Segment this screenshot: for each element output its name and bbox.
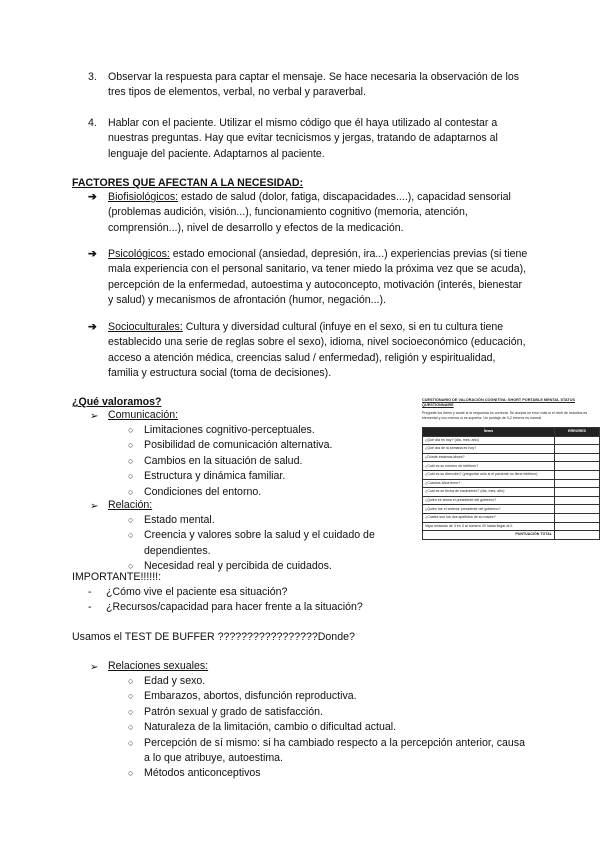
circle-bullet-icon: ○ [128, 530, 134, 541]
relacion-list [128, 513, 408, 575]
triangle-bullet-icon: ➢ [90, 662, 99, 673]
circle-bullet-icon: ○ [128, 425, 134, 435]
list-item: ○ Estado mental. [128, 513, 408, 528]
table-row: ¿Quién es ahora el presidente del gobierno? [423, 496, 600, 505]
table-row: Vaya restando de 3 en 3 al número 20 hasta llegar al 0. [423, 522, 600, 531]
table-row: ¿Qué día es hoy? (día, mes, año) [423, 436, 600, 445]
factor-biofisiologicos [88, 190, 528, 236]
table-row: ¿Cuál es su fecha de nacimiento? (día, mes, año) [423, 488, 600, 497]
list-item: ○ Necesidad real y percibida de cuidados. [128, 559, 408, 574]
list-item: ○ Posibilidad de comunicación alternativa. [128, 438, 418, 453]
arrow-icon: ➔ [88, 321, 97, 333]
circle-bullet-icon: ○ [128, 440, 134, 451]
item-number: 4. [88, 117, 97, 129]
factor-label: Psicológicos: [108, 248, 170, 260]
factor-text: Cultura y diversidad cultural (infuye en el sexo, si en tu cultura tiene establecido una serie de reglas sobre el sexo), idioma, nivel socioeconómico (educación, acceso a atención médica, creencias salud / enfermedad), religión y espiritualidad, familia y estructura social (toma de decisiones). [108, 321, 526, 380]
col-header: ERRORES [555, 428, 600, 437]
triangle-bullet-icon: ➢ [90, 501, 99, 512]
factor-psicologicos [88, 247, 528, 309]
comunicacion-label: Comunicación: [108, 409, 179, 421]
circle-bullet-icon: ○ [128, 515, 134, 525]
list-item: ○ Métodos anticonceptivos [128, 766, 528, 781]
list-item: ○ Limitaciones cognitivo-perceptuales. [128, 423, 418, 438]
list-item: ○ Cambios en la situación de salud. [128, 454, 418, 469]
list-item: ○ Condiciones del entorno. [128, 485, 418, 500]
table-row: ¿Cuántos años tiene? [423, 479, 600, 488]
triangle-bullet-icon: ➢ [90, 411, 99, 422]
circle-bullet-icon: ○ [128, 691, 134, 702]
relaciones-sexuales-label: Relaciones sexuales: [108, 660, 209, 672]
circle-bullet-icon: ○ [128, 737, 134, 748]
table-row: ¿Cuáles son los dos apellidos de su madre? [423, 513, 600, 522]
list-item: ○ Estructura y dinámica familiar. [128, 469, 418, 484]
importante-list [88, 585, 418, 616]
importante-label: IMPORTANTE!!!!!!: [72, 571, 162, 583]
col-header: Ítems [423, 428, 555, 437]
relacion-label: Relación: [108, 499, 153, 511]
circle-bullet-icon: ○ [128, 676, 134, 686]
numbered-item-4 [88, 116, 528, 162]
list-item: - ¿Recursos/capacidad para hacer frente a la situación? [88, 601, 363, 614]
factor-text: estado de salud (dolor, fatiga, discapacidades....), capacidad sensorial (problemas audición, visión...), funcionamiento cognitivo (memoria, atención, comprensión...), nivel de desarrollo y efectos de la medicación. [108, 191, 511, 234]
item-text: Hablar con el paciente. Utilizar el mismo código que él haya utilizado al contestar a nuestras preguntas. Hay que evitar tecnicismos y jergas, tratando de adaptarnos al lenguaje del paciente. Adaptarnos al paciente. [108, 117, 498, 160]
circle-bullet-icon: ○ [128, 471, 134, 482]
table-row: ¿Qué día de la semana es hoy? [423, 445, 600, 454]
test-title: CUESTIONARIO DE VALORACIÓN COGNITIVA: SHORT PORTABLE MENTAL STATUS QUESTIONNAIRE [422, 398, 576, 407]
arrow-icon: ➔ [88, 191, 97, 203]
test-table [422, 427, 600, 540]
buffer-test-line: Usamos el TEST DE BUFFER ?????????????????Donde? [72, 631, 355, 643]
circle-bullet-icon: ○ [128, 768, 134, 779]
numbered-item-3 [88, 70, 528, 101]
item-number: 3. [88, 71, 97, 83]
test-intro: Pregunte los ítems y anote si la respuesta es correcta. Se acepta un error más si el nivel de estudios es elemental y uno menos si es superior. Un puntaje de 0-2 errores es normal. [422, 411, 588, 420]
circle-bullet-icon: ○ [128, 706, 134, 717]
item-text: Observar la respuesta para captar el mensaje. Se hace necesaria la observación de los tres tipos de elementos, verbal, no verbal y paraverbal. [108, 71, 520, 99]
factor-label: Biofisiológicos: [108, 191, 179, 203]
table-header-row [423, 428, 600, 437]
valoramos-heading: ¿Qué valoramos? [72, 396, 162, 408]
table-row: ¿Dónde estamos ahora? [423, 453, 600, 462]
factores-heading: FACTORES QUE AFECTAN A LA NECESIDAD: [72, 177, 304, 189]
buffer-test-image [422, 398, 600, 570]
table-row: ¿Quién fue el anterior presidente del gobierno? [423, 505, 600, 514]
factor-text: estado emocional (ansiedad, depresión, ira...) experiencias previas (si tiene mala experiencia con el personal sanitario, va tener miedo la próxima vez que se acuda), percepción de la enfermedad, autoestima y autoconcepto, motivación (interés, bienestar y salud) y mecanismos de afrontación (humor, negación...). [108, 248, 528, 307]
factor-socioculturales [88, 320, 528, 382]
factor-label: Socioculturales: [108, 321, 183, 333]
circle-bullet-icon: ○ [128, 561, 134, 572]
table-row: ¿Cuál es su número de teléfono? [423, 462, 600, 471]
comunicacion-list [128, 423, 418, 500]
list-item: ○ Percepción de sí mismo: si ha cambiado respecto a la percepción anterior, causa a lo que atribuye, autoestima. [128, 736, 525, 765]
table-row: ¿Cuál es su dirección? (preguntar sólo si el paciente no tiene teléfono) [423, 470, 600, 479]
circle-bullet-icon: ○ [128, 722, 134, 733]
list-item: ○ Edad y sexo. [128, 674, 528, 689]
relaciones-sexuales-list [128, 674, 528, 782]
circle-bullet-icon: ○ [128, 455, 134, 466]
list-item: ○ Naturaleza de la limitación, cambio o dificultad actual. [128, 720, 528, 735]
list-item: ○ Creencia y valores sobre la salud y el cuidado de dependientes. [128, 529, 375, 557]
arrow-icon: ➔ [88, 248, 97, 260]
list-item: - ¿Cómo vive el paciente esa situación? [88, 586, 288, 598]
list-item: ○ Patrón sexual y grado de satisfacción. [128, 705, 528, 720]
list-item: ○ Embarazos, abortos, disfunción reproductiva. [128, 689, 528, 704]
circle-bullet-icon: ○ [128, 486, 134, 497]
total-row: PUNTUACIÓN TOTAL [423, 531, 600, 540]
